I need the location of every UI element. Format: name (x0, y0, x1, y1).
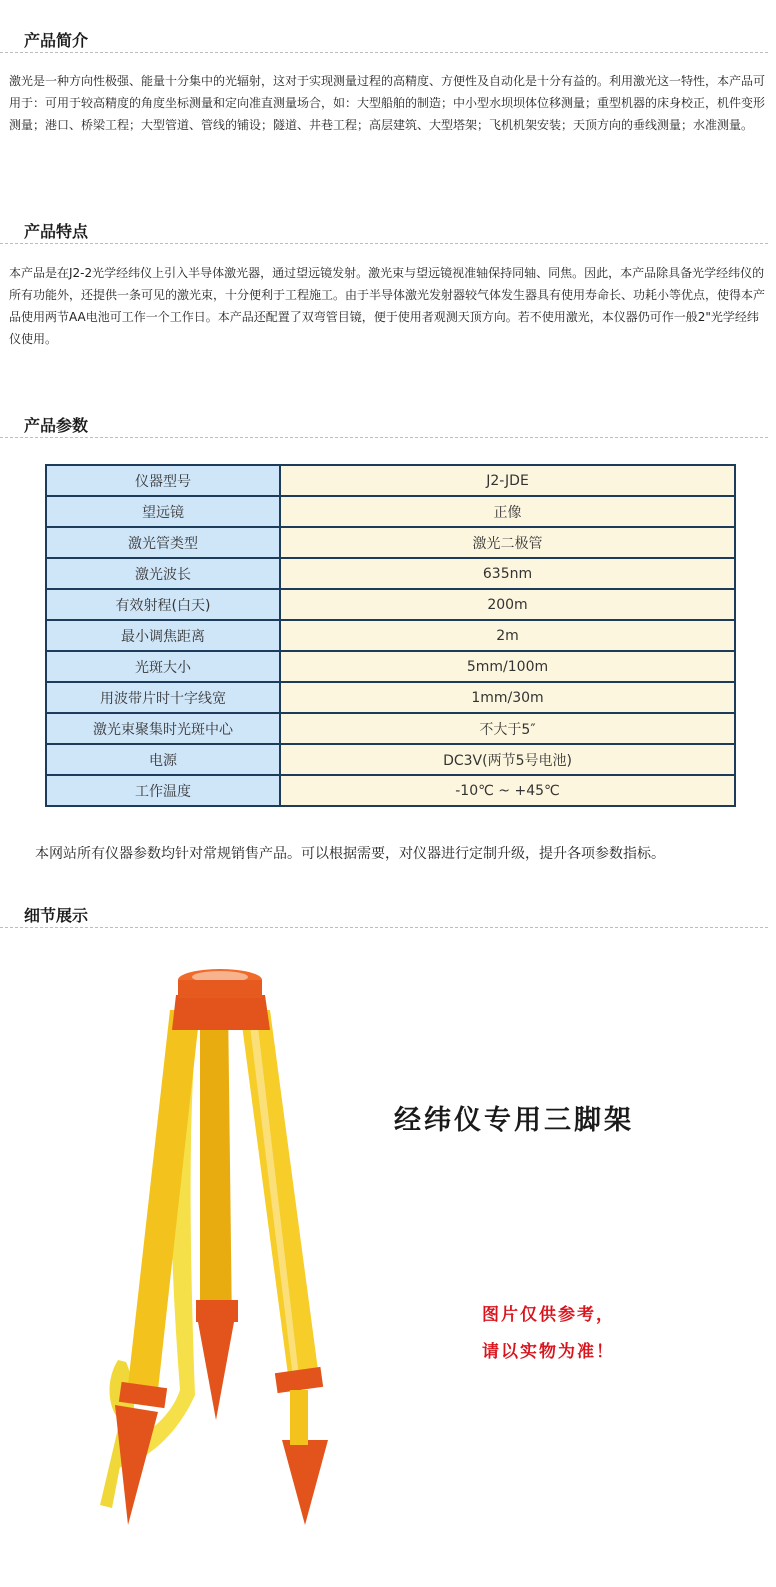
spec-label: 望远镜 (46, 496, 280, 527)
tripod-photo (0, 950, 776, 1550)
spec-label: 激光波长 (46, 558, 280, 589)
spec-label: 激光束聚集时光斑中心 (46, 713, 280, 744)
spec-value: 5mm/100m (280, 651, 735, 682)
spec-label: 最小调焦距离 (46, 620, 280, 651)
spec-row (46, 620, 735, 651)
section-params-header (0, 407, 768, 438)
spec-label: 激光管类型 (46, 527, 280, 558)
right-leg-lower (290, 1390, 308, 1445)
spec-value: J2-JDE (280, 465, 735, 496)
spec-value: 635nm (280, 558, 735, 589)
section-intro-header (0, 22, 768, 53)
spec-row (46, 589, 735, 620)
tripod-head-ring (178, 980, 262, 998)
spec-value: -10℃ ~ +45℃ (280, 775, 735, 806)
spec-label: 工作温度 (46, 775, 280, 806)
spec-value: 激光二极管 (280, 527, 735, 558)
spec-row (46, 744, 735, 775)
spec-row (46, 775, 735, 806)
spec-label: 有效射程(白天) (46, 589, 280, 620)
section-intro-title: 产品简介 (24, 31, 89, 50)
section-details-title: 细节展示 (24, 906, 89, 925)
spec-row (46, 465, 735, 496)
spec-row (46, 682, 735, 713)
tripod-right-leg (240, 1010, 320, 1390)
spec-table (45, 464, 736, 807)
spec-value: DC3V(两节5号电池) (280, 744, 735, 775)
right-leg-clamp (275, 1367, 323, 1393)
disclaimer-line-2: 请以实物为准！ (482, 1342, 615, 1362)
spec-label: 光斑大小 (46, 651, 280, 682)
spec-note: 本网站所有仪器参数均针对常规销售产品。可以根据需要，对仪器进行定制升级，提升各项参数指标。 (35, 846, 665, 862)
right-leg-spike (282, 1440, 328, 1525)
back-leg-spike (198, 1322, 234, 1420)
spec-row (46, 713, 735, 744)
spec-row (46, 527, 735, 558)
tripod-back-leg (200, 1000, 232, 1330)
section-features-title: 产品特点 (24, 222, 89, 241)
section-params-title: 产品参数 (24, 416, 89, 435)
spec-value: 2m (280, 620, 735, 651)
spec-label: 仪器型号 (46, 465, 280, 496)
section-details-header (0, 897, 768, 928)
spec-value: 1mm/30m (280, 682, 735, 713)
spec-value: 正像 (280, 496, 735, 527)
spec-value: 200m (280, 589, 735, 620)
spec-label: 用波带片时十字线宽 (46, 682, 280, 713)
tripod-head-base (172, 995, 270, 1030)
disclaimer-line-1: 图片仅供参考， (482, 1305, 615, 1325)
spec-row (46, 651, 735, 682)
spec-row (46, 496, 735, 527)
intro-paragraph: 激光是一种方向性极强、能量十分集中的光辐射，这对于实现测量过程的高精度、方便性及自动化是十分有益的。利用激光这一特性，本产品可用于：可用于较高精度的角度坐标测量和定向准直测量场合，如：大型船舶的制造；中小型水坝坝体位移测量；重型机器的床身校正，机件变形测量；港口、桥梁工程；大型管道、管线的铺设；隧道、井巷工程；高层建筑、大型塔架；飞机机架安装；天顶方向的垂线测量；水准测量。 (9, 74, 766, 132)
spec-value: 不大于5″ (280, 713, 735, 744)
back-leg-clamp (196, 1300, 238, 1322)
tripod-caption: 经纬仪专用三脚架 (394, 1105, 634, 1136)
tripod-illustration (0, 950, 776, 1550)
spec-row (46, 558, 735, 589)
section-features-header (0, 213, 768, 244)
features-paragraph: 本产品是在J2-2光学经纬仪上引入半导体激光器，通过望远镜发射。激光束与望远镜视准轴保持同轴、同焦。因此，本产品除具备光学经纬仪的所有功能外，还提供一条可见的激光束，十分便利于工程施工。由于半导体激光发射器较气体发生器具有使用寿命长、功耗小等优点，使得本产品使用两节AA电池可工作一个工作日。本产品还配置了双弯管目镜，便于使用者观测天顶方向。若不使用激光，本仪器仍可作一般2"光学经纬仪使用。 (9, 266, 766, 346)
spec-label: 电源 (46, 744, 280, 775)
